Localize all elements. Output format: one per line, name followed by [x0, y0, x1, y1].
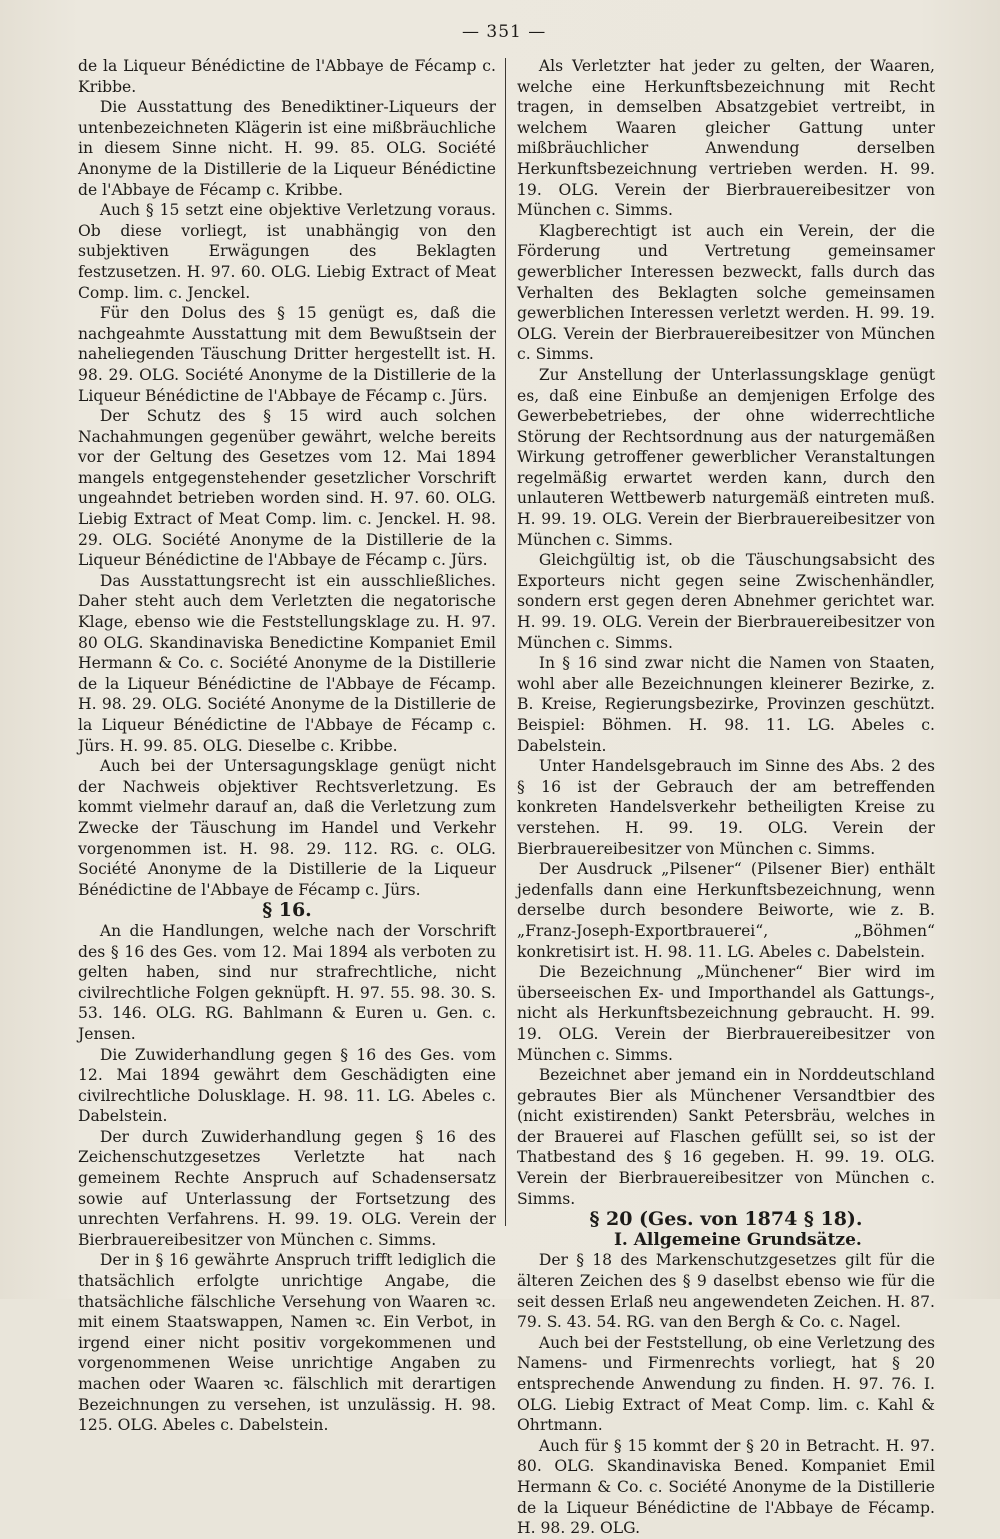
paragraph: Als Verletzter hat jeder zu gelten, der Waaren, welche eine Herkunftsbezeichnung mit Recht tragen, in demselben Absatzgebiet vertreibt, in welchem Waaren gleicher Gattung unter mißbräuchlicher Anwendung derselben Herkunftsbezeichnung vertrieben werden. H. 99. 19. OLG. Verein der Bierbrauereibesitzer von München c. Simms. [517, 57, 935, 220]
paragraph: Der Schutz des § 15 wird auch solchen Nachahmungen gegenüber gewährt, welche bereits vor der Geltung des Gesetzes vom 12. Mai 1894 mangels entgegenstehender gesetzlicher Vorschrift ungeahndet betrieben worden sind. H. 97. 60. OLG. Liebig Extract of Meat Comp. lim. c. Jenckel. H. 98. 29. OLG. Société Anonyme de la Distillerie de la Liqueur Bénédictine de l'Abbaye de Fécamp c. Jürs. [78, 407, 496, 570]
paragraph: Unter Handelsgebrauch im Sinne des Abs. 2 des § 16 ist der Gebrauch der am betreffenden konkreten Handelsverkehr betheiligten Kreise zu verstehen. H. 99. 19. OLG. Verein der Bierbrauereibesitzer von München c. Simms. [517, 757, 935, 858]
document-page: — 351 — de la Liqueur Bénédictine de l'Abbaye de Fécamp c. Kribbe. Die Ausstattung des Benediktiner-Liqueurs der untenbezeichneten Klägerin ist eine mißbräuchliche in diesem Sinne nicht. H. 99. 85. OLG. Société Anonyme de la Distillerie de la Liqueur Bénédictine de l'Abbaye de Fécamp c. Kribbe. Auch § 15 setzt eine objektive Verletzung voraus. Ob diese vorliegt, ist unabhängig von den subjektiven Erwägungen des Beklagten festzusetzen. H. 97. 60. OLG. Liebig Extract of Meat Comp. lim. c. Jenckel. Für den Dolus des § 15 genügt es, daß die nachgeahmte Ausstattung mit dem Bewußtsein der naheliegenden Täuschung Dritter hergestellt ist. H. 98. 29. OLG. Société Anonyme de la Distillerie de la Liqueur Bénédictine de l'Abbaye de Fécamp c. Jürs. Der Schutz des § 15 wird auch solchen Nachahmungen gegenüber gewährt, welche bereits vor der Geltung des Gesetzes vom 12. Mai 1894 mangels entgegenstehender gesetzlicher Vorschrift ungeahndet betrieben worden sind. H. 97. 60. OLG. Liebig Extract of Meat Comp. lim. c. Jenckel. H. 98. 29. OLG. Société Anonyme de la Distillerie de la Liqueur Bénédictine de l'Abbaye de Fécamp c. Jürs. Das Ausstattungsrecht ist ein ausschließliches. Daher steht auch dem Verletzten die negatorische Klage, ebenso wie die Feststellungsklage zu. H. 97. 80 OLG. Skandinaviska Benedictine Kompaniet Emil Hermann & Co. c. Société Anonyme de la Distillerie de la Liqueur Bénédictine de l'Abbaye de Fécamp. H. 98. 29. OLG. Société Anonyme de la Distillerie de la Liqueur Bénédictine de l'Abbaye de Fécamp c. Jürs. H. 99. 85. OLG. Dieselbe c. Kribbe. Auch bei der Untersagungsklage genügt nicht der Nachweis objektiver Rechtsverletzung. Es kommt vielmehr darauf an, daß die Verletzung zum Zwecke der Täuschung im Handel und Verkehr vorgenommen ist. H. 98. 29. 112. RG. c. OLG. Société Anonyme de la Distillerie de la Liqueur Bénédictine de l'Abbaye de Fécamp c. Jürs. § 16. An die Handlungen, welche nach der Vorschrift des § 16 des Ges. vom 12. Mai 1894 als verboten zu gelten haben, sind nur strafrechtliche, nicht civilrechtliche Folgen geknüpft. H. 97. 55. 98. 30. S. 53. 146. OLG. RG. Bahlmann & Euren u. Gen. c. Jensen. Die Zuwiderhandlung gegen § 16 des Ges. vom 12. Mai 1894 gewährt dem Geschädigten eine civilrechtliche Dolusklage. H. 98. 11. LG. Abeles c. Dabelstein. Der durch Zuwiderhandlung gegen § 16 des Zeichenschutzgesetzes Verletzte hat nach gemeinem Rechte Anspruch auf Schadensersatz sowie auf Unterlassung der Fortsetzung des unrechten Verfahrens. H. 99. 19. OLG. Verein der Bierbrauereibesitzer von München c. Simms. Der in § 16 gewährte Anspruch trifft lediglich die thatsächlich erfolgte unrichtige Angabe, die thatsächliche fälschliche Versehung von Waaren ꝛc. mit einem Staatswappen, Namen ꝛc. Ein Verbot, in irgend einer nicht positiv vorgekommenen und vorgenommenen Weise unrichtige Angaben zu machen oder Waaren ꝛc. fälschlich mit derartigen Bezeichnungen zu versehen, ist unzulässig. H. 98. 125. OLG. Abeles c. Dabelstein. Als Verletzter hat jeder zu gelten, der Waaren, welche eine Herkunftsbezeichnung mit Recht tragen, in demselben Absatzgebiet vertreibt, in welchem Waaren gleicher Gattung unter mißbräuchlicher Anwendung derselben Herkunftsbezeichnung vertrieben werden. H. 99. 19. OLG. Verein der Bierbrauereibesitzer von München c. Simms. Klagberechtigt ist auch ein Verein, der die Förderung und Vertretung gemeinsamer gewerblicher Interessen bezweckt, falls durch das Verhalten des Beklagten solche gemeinsamen gewerblichen Interessen verletzt werden. H. 99. 19. OLG. Verein der Bierbrauereibesitzer von München c. Simms. Zur Anstellung der Unterlassungsklage genügt es, daß eine Einbuße an demjenigen Erfolge des Gewerbebetriebes, der ohne widerrechtliche Störung der Rechtsordnung aus der naturgemäßen Wirkung getroffener gewerblicher Veranstaltungen regelmäßig erwartet werden kann, durch den unlauteren Wettbewerb naturgemäß eintreten muß. H. 99. 19. OLG. Verein der Bierbrauereibesitzer von München c. Simms. Gleichgültig ist, ob die Täuschungsabsicht des Exporteurs nicht gegen seine Zwischenhändler, sondern erst gegen deren Abnehmer gerichtet war. H. 99. 19. OLG. Verein der Bierbrauereibesitzer von München c. Simms. In § 16 sind zwar nicht die Namen von Staaten, wohl aber alle Bezeichnungen kleinerer Bezirke, z. B. Kreise, Regierungsbezirke, Provinzen geschützt. Beispiel: Böhmen. H. 98. 11. LG. Abeles c. Dabelstein. Unter Handelsgebrauch im Sinne des Abs. 2 des § 16 ist der Gebrauch der am betreffenden konkreten Handelsverkehr betheiligten Kreise zu verstehen. H. 99. 19. OLG. Verein der Bierbrauereibesitzer von München c. Simms. Der Ausdruck „Pilsener“ (Pilsener Bier) enthält jedenfalls dann eine Herkunftsbezeichnung, wenn derselbe durch besondere Beiworte, wie z. B. „Franz-Joseph-Exportbrauerei“, „Böhmen“ konkretisirt ist. H. 98. 11. LG. Abeles c. Dabelstein. Die Bezeichnung „Münchener“ Bier wird im überseeischen Ex- und Importhandel als Gattungs-, nicht als Herkunftsbezeichnung gebraucht. H. 99. 19. OLG. Verein der Bierbrauereibesitzer von München c. Simms. Bezeichnet aber jemand ein in Norddeutschland gebrautes Bier als Münchener Versandtbier des (nicht existirenden) Sankt Petersbräu, welches in der Brauerei auf Flaschen gefüllt sei, so ist der Thatbestand des § 16 gegeben. H. 99. 19. OLG. Verein der Bierbrauereibesitzer von München c. Simms. § 20 (Ges. von 1874 § 18). I. Allgemeine Grundsätze. Der § 18 des Markenschutzgesetzes gilt für die älteren Zeichen des § 9 daselbst ebenso wie für die seit dessen Erlaß neu angewendeten Zeichen. H. 87. 79. S. 43. 54. RG. van den Bergh & Co. c. Nagel. Auch bei der Feststellung, ob eine Verletzung des Namens- und Firmenrechts vorliegt, hat § 20 entsprechende Anwendung zu finden. H. 97. 76. I. OLG. Liebig Extract of Meat Comp. lim. c. Kahl & Ohrtmann. Auch für § 15 kommt der § 20 in Betracht. H. 97. 80. OLG. Skandinaviska Bened. Kompaniet Emil Hermann & Co. c. Société Anonyme de la Distillerie de la Liqueur Bénédictine de l'Abbaye de Fécamp. H. 98. 29. OLG. [0, 0, 1000, 1299]
paragraph: Zur Anstellung der Unterlassungsklage genügt es, daß eine Einbuße an demjenigen Erfolge des Gewerbebetriebes, der ohne widerrechtliche Störung der Rechtsordnung aus der naturgemäßen Wirkung getroffener gewerblicher Veranstaltungen regelmäßig erwartet werden kann, durch den unlauteren Wettbewerb naturgemäß eintreten muß. H. 99. 19. OLG. Verein der Bierbrauereibesitzer von München c. Simms. [517, 365, 935, 549]
subsection-heading: I. Allgemeine Grundsätze. [613, 1229, 862, 1250]
paragraph: Die Zuwiderhandlung gegen § 16 des Ges. vom 12. Mai 1894 gewährt dem Geschädigten eine civilrechtliche Dolusklage. H. 98. 11. LG. Abeles c. Dabelstein. [78, 1045, 496, 1126]
paragraph: An die Handlungen, welche nach der Vorschrift des § 16 des Ges. vom 12. Mai 1894 als verboten zu gelten haben, sind nur strafrechtliche, nicht civilrechtliche Folgen geknüpft. H. 97. 55. 98. 30. S. 53. 146. OLG. RG. Bahlmann & Euren u. Gen. c. Jensen. [78, 921, 496, 1043]
column-divider [505, 58, 506, 1226]
section-heading-16: § 16. [262, 899, 312, 922]
paragraph: Der Ausdruck „Pilsener“ (Pilsener Bier) enthält jedenfalls dann eine Herkunftsbezeichnung, wenn derselbe durch besondere Beiworte, wie z. B. „Franz-Joseph-Exportbrauerei“, „Böhmen“ konkretisirt ist. H. 98. 11. LG. Abeles c. Dabelstein. [517, 860, 935, 961]
paragraph: Bezeichnet aber jemand ein in Norddeutschland gebrautes Bier als Münchener Versandtbier des (nicht existirenden) Sankt Petersbräu, welches in der Brauerei auf Flaschen gefüllt sei, so ist der Thatbestand des § 16 gegeben. H. 99. 19. OLG. Verein der Bierbrauereibesitzer von München c. Simms. [517, 1066, 935, 1208]
paragraph: Klagberechtigt ist auch ein Verein, der die Förderung und Vertretung gemeinsamer gewerblicher Interessen bezweckt, falls durch das Verhalten des Beklagten solche gemeinsamen gewerblichen Interessen verletzt werden. H. 99. 19. OLG. Verein der Bierbrauereibesitzer von München c. Simms. [517, 221, 935, 364]
right-column [517, 56, 935, 1539]
paragraph: Gleichgültig ist, ob die Täuschungsabsicht des Exporteurs nicht gegen seine Zwischenhändler, sondern erst gegen deren Abnehmer gerichtet war. H. 99. 19. OLG. Verein der Bierbrauereibesitzer von München c. Simms. [517, 551, 935, 652]
paragraph: Auch § 15 setzt eine objektive Verletzung voraus. Ob diese vorliegt, ist unabhängig von den subjektiven Erwägungen des Beklagten festzusetzen. H. 97. 60. OLG. Liebig Extract of Meat Comp. lim. c. Jenckel. [78, 201, 496, 302]
paragraph: Für den Dolus des § 15 genügt es, daß die nachgeahmte Ausstattung mit dem Bewußtsein der naheliegenden Täuschung Dritter hergestellt ist. H. 98. 29. OLG. Société Anonyme de la Distillerie de la Liqueur Bénédictine de l'Abbaye de Fécamp c. Jürs. [78, 304, 496, 405]
paragraph: Auch bei der Untersagungsklage genügt nicht der Nachweis objektiver Rechtsverletzung. Es kommt vielmehr darauf an, daß die Verletzung zum Zwecke der Täuschung im Handel und Verkehr vorgenommen ist. H. 98. 29. 112. RG. c. OLG. Société Anonyme de la Distillerie de la Liqueur Bénédictine de l'Abbaye de Fécamp c. Jürs. [78, 757, 496, 899]
paragraph: Die Bezeichnung „Münchener“ Bier wird im überseeischen Ex- und Importhandel als Gattungs-, nicht als Herkunftsbezeichnung gebraucht. H. 99. 19. OLG. Verein der Bierbrauereibesitzer von München c. Simms. [517, 963, 935, 1064]
left-column [78, 56, 496, 1436]
paragraph: Der in § 16 gewährte Anspruch trifft lediglich die thatsächlich erfolgte unrichtige Angabe, die thatsächliche fälschliche Versehung von Waaren ꝛc. mit einem Staatswappen, Namen ꝛc. Ein Verbot, in irgend einer nicht positiv vorgekommenen und vorgenommenen Weise unrichtige Angaben zu machen oder Waaren ꝛc. fälschlich mit derartigen Bezeichnungen zu versehen, ist unzulässig. H. 98. 125. OLG. Abeles c. Dabelstein. [78, 1251, 496, 1435]
paragraph: Der § 18 des Markenschutzgesetzes gilt für die älteren Zeichen des § 9 daselbst ebenso wie für die seit dessen Erlaß neu angewendeten Zeichen. H. 87. 79. S. 43. 54. RG. van den Bergh & Co. c. Nagel. [517, 1251, 935, 1332]
paragraph: de la Liqueur Bénédictine de l'Abbaye de Fécamp c. Kribbe. [78, 57, 496, 96]
paragraph: Die Ausstattung des Benediktiner-Liqueurs der untenbezeichneten Klägerin ist eine mißbräuchliche in diesem Sinne nicht. H. 99. 85. OLG. Société Anonyme de la Distillerie de la Liqueur Bénédictine de l'Abbaye de Fécamp c. Kribbe. [78, 98, 496, 199]
paragraph: Auch für § 15 kommt der § 20 in Betracht. H. 97. 80. OLG. Skandinaviska Bened. Kompaniet Emil Hermann & Co. c. Société Anonyme de la Distillerie de la Liqueur Bénédictine de l'Abbaye de Fécamp. H. 98. 29. OLG. [517, 1436, 935, 1538]
paragraph: Auch bei der Feststellung, ob eine Verletzung des Namens- und Firmenrechts vorliegt, hat § 20 entsprechende Anwendung zu finden. H. 97. 76. I. OLG. Liebig Extract of Meat Comp. lim. c. Kahl & Ohrtmann. [517, 1333, 935, 1435]
section-heading-20: § 20 (Ges. von 1874 § 18). [589, 1208, 863, 1231]
paragraph: Der durch Zuwiderhandlung gegen § 16 des Zeichenschutzgesetzes Verletzte hat nach gemeinem Rechte Anspruch auf Schadensersatz sowie auf Unterlassung der Fortsetzung des unrechten Verfahrens. H. 99. 19. OLG. Verein der Bierbrauereibesitzer von München c. Simms. [78, 1127, 496, 1249]
paragraph: In § 16 sind zwar nicht die Namen von Staaten, wohl aber alle Bezeichnungen kleinerer Bezirke, z. B. Kreise, Regierungsbezirke, Provinzen geschützt. Beispiel: Böhmen. H. 98. 11. LG. Abeles c. Dabelstein. [517, 654, 935, 755]
paragraph: Das Ausstattungsrecht ist ein ausschließliches. Daher steht auch dem Verletzten die negatorische Klage, ebenso wie die Feststellungsklage zu. H. 97. 80 OLG. Skandinaviska Benedictine Kompaniet Emil Hermann & Co. c. Société Anonyme de la Distillerie de la Liqueur Bénédictine de l'Abbaye de Fécamp. H. 98. 29. OLG. Société Anonyme de la Distillerie de la Liqueur Bénédictine de l'Abbaye de Fécamp c. Jürs. H. 99. 85. OLG. Dieselbe c. Kribbe. [78, 571, 496, 755]
